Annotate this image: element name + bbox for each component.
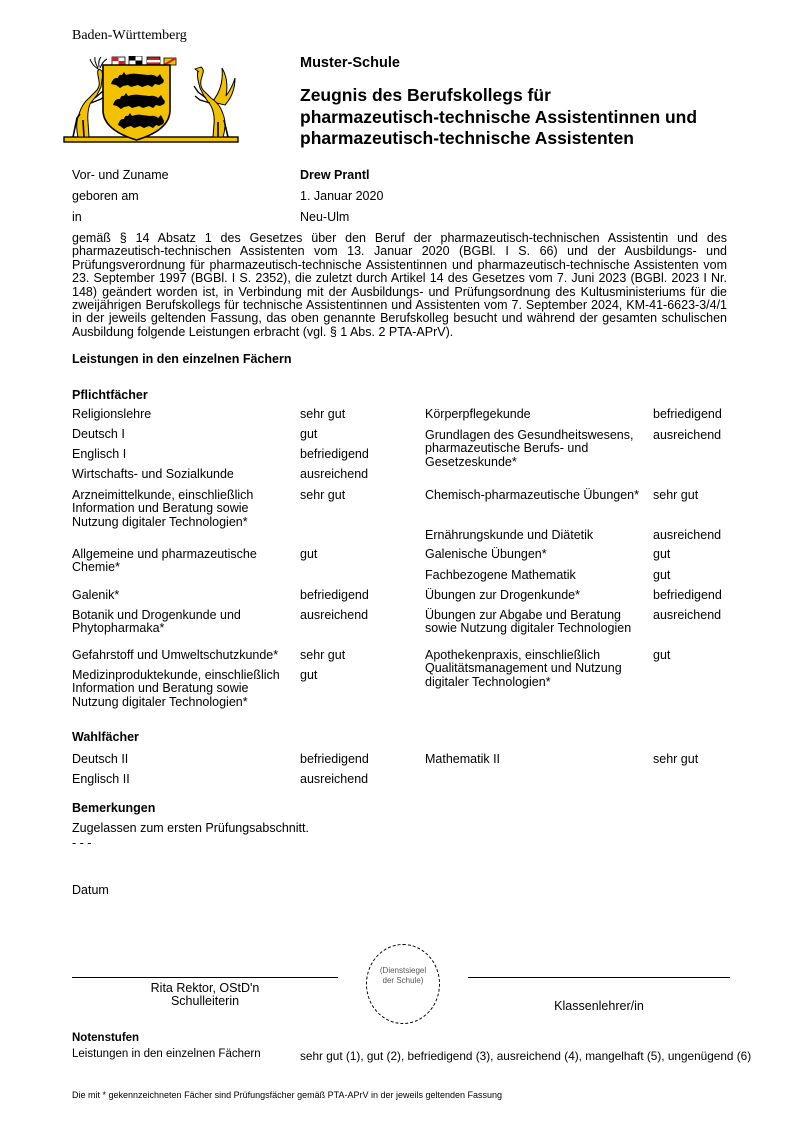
compulsory-heading: Pflichtfächer xyxy=(72,388,148,402)
subject-row xyxy=(72,753,437,766)
subject-row xyxy=(72,468,437,481)
subject-name: Übungen zur Drogenkunde* xyxy=(425,588,580,602)
teacher-role: Klassenlehrer/in xyxy=(554,999,644,1013)
subject-row xyxy=(425,489,790,502)
subject-grade: sehr gut xyxy=(653,752,699,766)
title-line-3: pharmazeutisch-technische Assistenten xyxy=(300,128,634,148)
birthdate-label: geboren am xyxy=(72,189,139,203)
subject-grade: befriedigend xyxy=(300,447,369,461)
subject-grade: befriedigend xyxy=(653,407,722,421)
subject-name: Mathematik II xyxy=(425,752,501,766)
date-label: Datum xyxy=(72,883,109,897)
subject-grade: gut xyxy=(300,668,318,682)
remarks-line: Zugelassen zum ersten Prüfungsabschnitt. xyxy=(72,821,309,835)
name-value: Drew Prantl xyxy=(300,168,370,182)
teacher-signature-caption xyxy=(468,1000,730,1013)
griffin-icon xyxy=(194,67,235,137)
subject-grade: gut xyxy=(653,648,671,662)
subject-row xyxy=(425,569,790,582)
title-line-1: Zeugnis des Berufskollegs für xyxy=(300,85,551,105)
subject-row xyxy=(425,408,790,421)
subject-row xyxy=(425,753,790,766)
subject-name: Religionslehre xyxy=(72,407,152,421)
subject-grade: ausreichend xyxy=(653,428,722,442)
subject-name: Deutsch II xyxy=(72,752,129,766)
subject-row xyxy=(425,609,790,636)
remarks-placeholder: - - - xyxy=(72,836,92,850)
subject-row xyxy=(72,428,437,441)
shield-icon xyxy=(103,65,170,140)
subject-row xyxy=(72,548,437,575)
ground-bar xyxy=(64,137,238,142)
state-name: Baden-Württemberg xyxy=(72,28,187,43)
subject-grade: ausreichend xyxy=(653,608,722,622)
name-label: Vor- und Zuname xyxy=(72,168,169,182)
crest-shields-icon xyxy=(112,56,176,65)
subject-row xyxy=(72,773,437,786)
subject-name: Chemisch-pharmazeutische Übungen* xyxy=(425,488,640,502)
birthplace-label: in xyxy=(72,210,82,224)
subject-row xyxy=(425,429,790,469)
subject-name: Englisch II xyxy=(72,772,130,786)
subject-name: Grundlagen des Gesundheitswesens, pharmazeutische Berufs- und Gesetzeskunde* xyxy=(425,428,634,469)
subject-name: Körperpflegekunde xyxy=(425,407,531,421)
subject-row xyxy=(72,489,437,529)
school-name: Muster-Schule xyxy=(300,55,400,71)
seal-text-line-1: (Dienstsiegel xyxy=(379,966,427,975)
principal-signature-line xyxy=(72,977,338,978)
subject-name: Ernährungskunde und Diätetik xyxy=(425,528,594,542)
subject-row xyxy=(425,529,790,542)
subject-name: Wirtschafts- und Sozialkunde xyxy=(72,467,234,481)
principal-name: Rita Rektor, OStD'n xyxy=(150,981,260,995)
performance-heading: Leistungen in den einzelnen Fächern xyxy=(72,352,292,366)
subject-name: Botanik und Drogenkunde und Phytopharmaka* xyxy=(72,608,241,636)
baden-wuerttemberg-coat-of-arms-icon xyxy=(62,56,240,156)
subject-grade: sehr gut xyxy=(300,407,346,421)
teacher-signature-line xyxy=(468,977,730,978)
subject-name: Galenische Übungen* xyxy=(425,547,547,561)
birthplace-value: Neu-Ulm xyxy=(300,210,350,224)
subject-grade: ausreichend xyxy=(300,608,369,622)
subject-row xyxy=(72,448,437,461)
subject-name: Übungen zur Abgabe und Beratung sowie Nutzung digitaler Technologien xyxy=(425,608,632,636)
subject-row xyxy=(72,589,437,602)
electives-heading: Wahlfächer xyxy=(72,730,139,744)
footnote: Die mit * gekennzeichneten Fächer sind Prüfungsfächer gemäß PTA-APrV in der jeweils geltenden Fassung xyxy=(72,1090,503,1100)
subject-name: Arzneimittelkunde, einschließlich Information und Beratung sowie Nutzung digitaler Technologien* xyxy=(72,488,254,529)
grading-scale-heading: Notenstufen xyxy=(72,1032,140,1044)
subject-row xyxy=(425,649,790,689)
subject-name: Galenik* xyxy=(72,588,120,602)
subject-row xyxy=(425,589,790,602)
birthdate-value: 1. Januar 2020 xyxy=(300,189,384,203)
subject-name: Deutsch I xyxy=(72,427,125,441)
subject-row xyxy=(425,548,790,561)
official-seal xyxy=(366,944,440,1024)
grading-scale-row-label: Leistungen in den einzelnen Fächern xyxy=(72,1048,261,1060)
subject-row xyxy=(72,669,437,709)
subject-grade: befriedigend xyxy=(300,752,369,766)
principal-signature-caption xyxy=(72,982,338,1009)
subject-name: Gefahrstoff und Umweltschutzkunde* xyxy=(72,648,279,662)
subject-row xyxy=(72,408,437,421)
subject-grade: gut xyxy=(300,427,318,441)
subject-row xyxy=(72,609,437,636)
subject-grade: ausreichend xyxy=(653,528,722,542)
subject-grade: sehr gut xyxy=(300,648,346,662)
title-line-2: pharmazeutisch-technische Assistentinnen und xyxy=(300,106,698,127)
subject-grade: gut xyxy=(300,547,318,561)
subject-name: Apothekenpraxis, einschließlich Qualitätsmanagement und Nutzung digitaler Technologien* xyxy=(425,648,622,689)
subject-grade: gut xyxy=(653,547,671,561)
subject-grade: befriedigend xyxy=(653,588,722,602)
seal-text-line-2: der Schule) xyxy=(382,976,424,985)
remarks-heading: Bemerkungen xyxy=(72,801,156,815)
stag-icon xyxy=(73,57,107,137)
legal-paragraph: gemäß § 14 Absatz 1 des Gesetzes über den Beruf der pharmazeutisch-technischen Assistentin und des pharmazeutisch-technischen Assistenten vom 13. Januar 2020 (BGBl. I S. 66) und der Ausbildungs- und Prüfungsverordnung für pharmazeutisch-technische Assistentinnen und pharmazeutisch-technische Assistenten vom 23. September 1997 (BGBl. I S. 2352), die zuletzt durch Artikel 14 des Gesetzes vom 7. Juni 2023 (BGBl. 2023 I Nr. 148) geändert worden ist, in Verbindung mit der Ausbildungs- und Prüfungsordnung des Kultusministeriums für die zweijährigen Berufskollegs für technische Assistentinnen und Assistenten vom 7. September 2024, KM-41-6623-3/4/1 in der jeweils geltenden Fassung, das oben genannte Berufskolleg besucht und während der gesamten schulischen Ausbildung folgende Leistungen erbracht (vgl. § 1 Abs. 2 PTA-APrV). xyxy=(72,231,727,339)
subject-grade: ausreichend xyxy=(300,772,369,786)
subject-grade: gut xyxy=(653,568,671,582)
subject-grade: sehr gut xyxy=(653,488,699,502)
subject-grade: ausreichend xyxy=(300,467,369,481)
subject-grade: befriedigend xyxy=(300,588,369,602)
subject-name: Englisch I xyxy=(72,447,127,461)
subject-name: Fachbezogene Mathematik xyxy=(425,568,576,582)
document-title xyxy=(300,85,780,150)
principal-role: Schulleiterin xyxy=(170,994,240,1009)
subject-name: Medizinproduktekunde, einschließlich Information und Beratung sowie Nutzung digitaler Technologien* xyxy=(72,668,280,709)
subject-name: Allgemeine und pharmazeutische Chemie* xyxy=(72,547,257,575)
grading-scale-values: sehr gut (1), gut (2), befriedigend (3), ausreichend (4), mangelhaft (5), ungenügend (6) xyxy=(300,1049,752,1063)
subject-grade: sehr gut xyxy=(300,488,346,502)
subject-row xyxy=(72,649,437,662)
